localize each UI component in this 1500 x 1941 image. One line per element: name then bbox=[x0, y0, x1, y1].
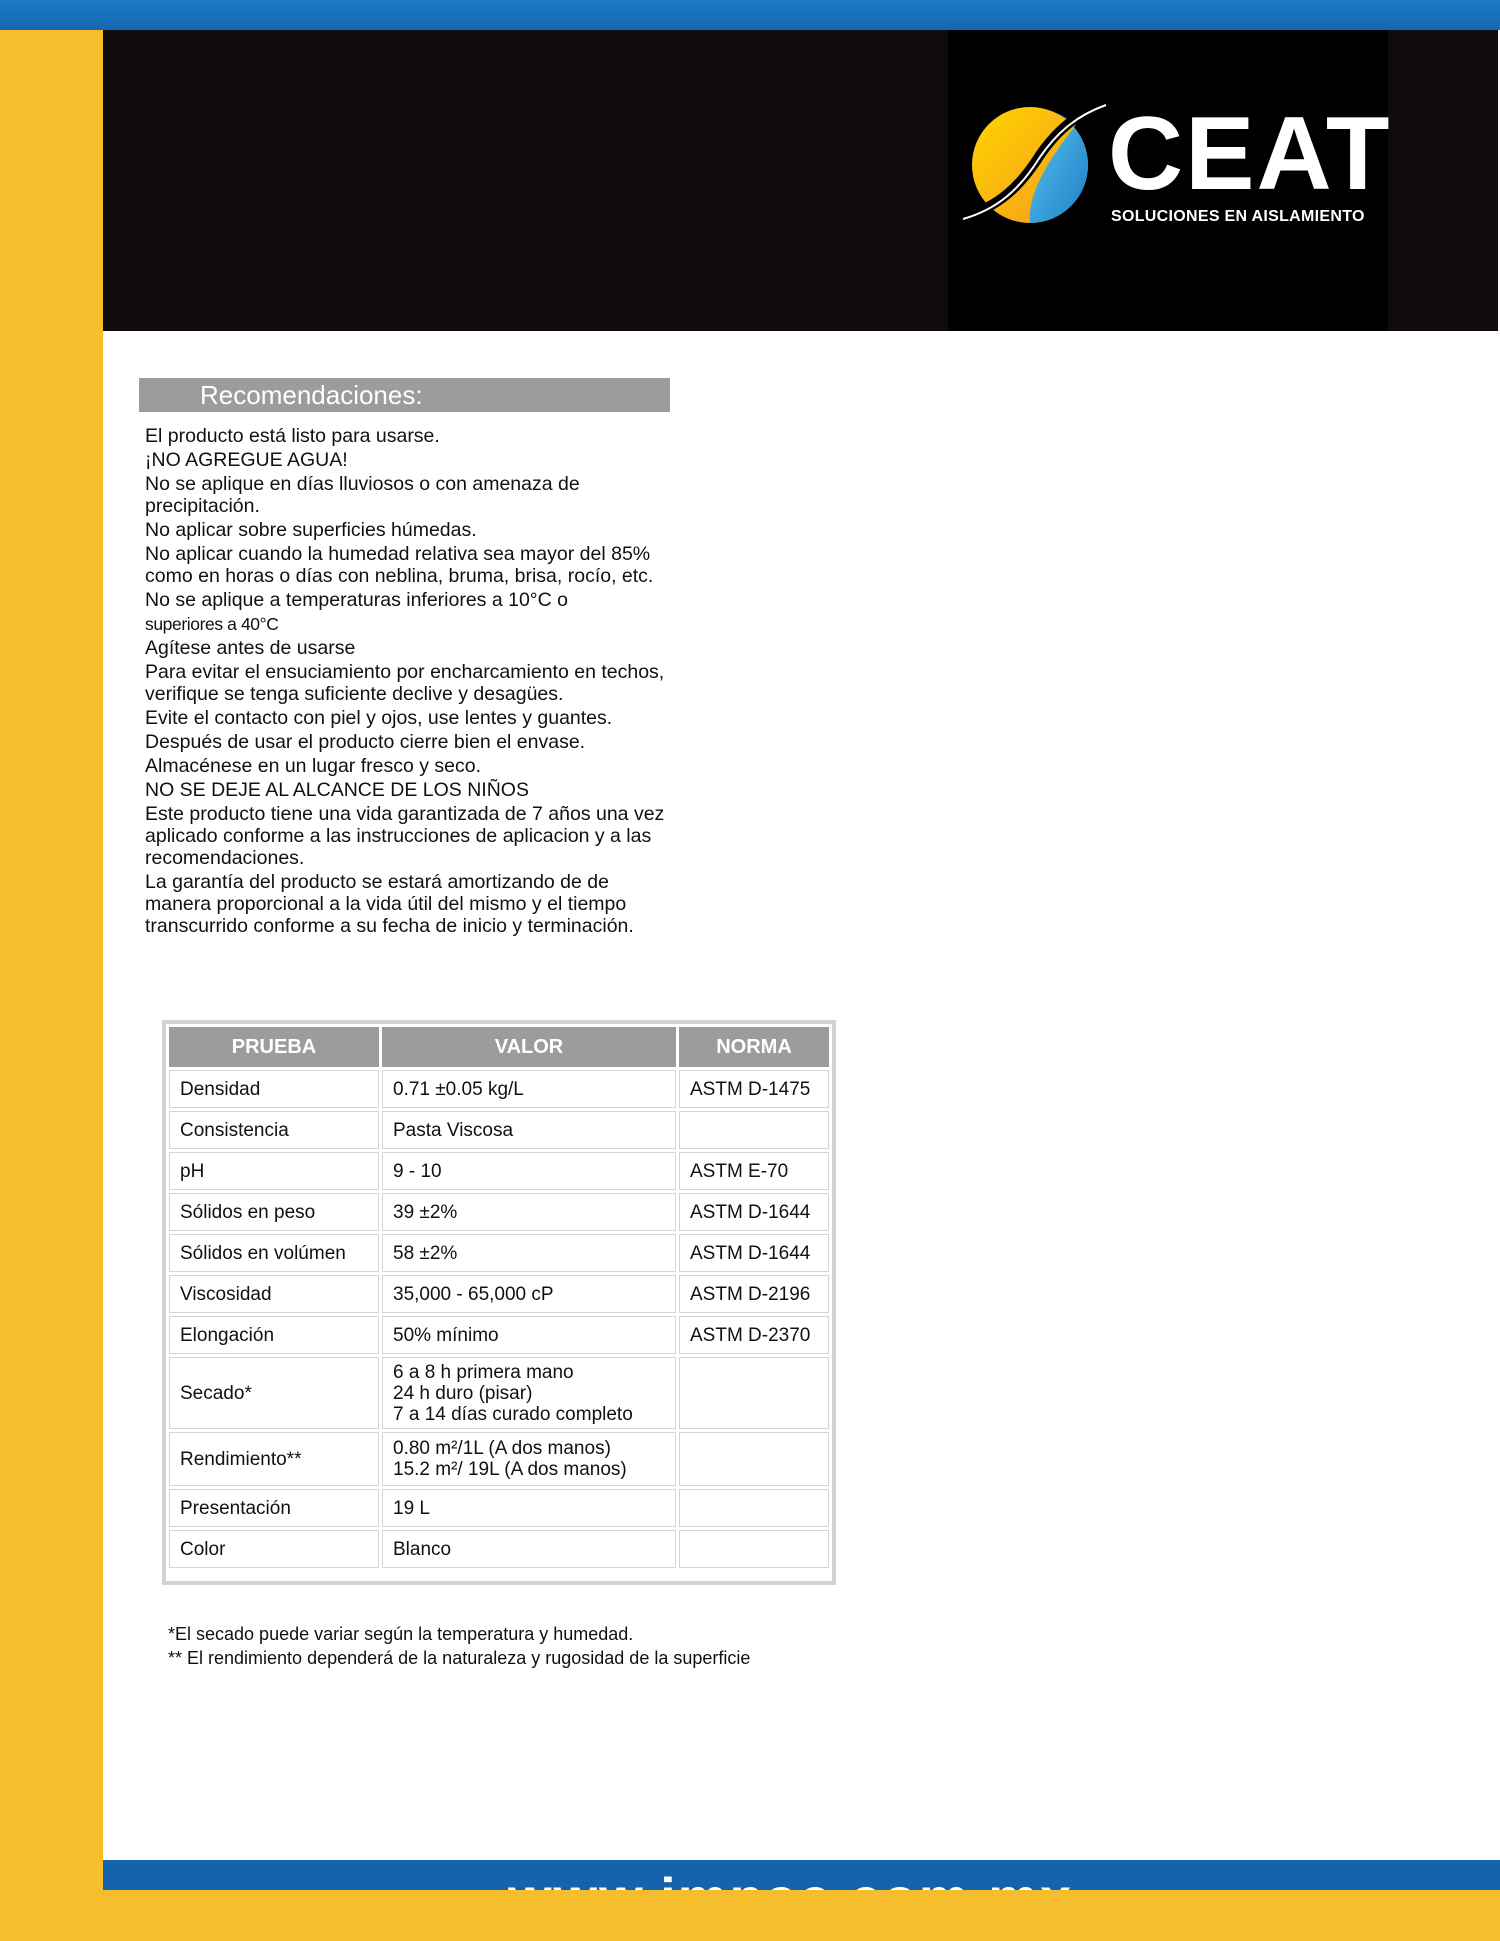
footer-blue-band bbox=[103, 1860, 1500, 1890]
table-row bbox=[169, 1530, 829, 1568]
cell-valor: 6 a 8 h primera mano 24 h duro (pisar) 7 a 14 días curado completo bbox=[382, 1357, 676, 1429]
recommendation-item: La garantía del producto se estará amortizando de de manera proporcional a la vida útil del mismo y el tiempo transcurrido conforme a su fecha de inicio y terminación. bbox=[145, 871, 634, 937]
table-row bbox=[169, 1111, 829, 1149]
cell-norma: ASTM D-1644 bbox=[679, 1193, 829, 1231]
cell-prueba: Elongación bbox=[169, 1316, 379, 1354]
brand-tagline: SOLUCIONES EN AISLAMIENTO bbox=[1111, 208, 1365, 225]
recommendation-item: Agítese antes de usarse bbox=[145, 637, 356, 659]
table-row bbox=[169, 1316, 829, 1354]
recommendation-item: El producto está listo para usarse. bbox=[145, 425, 440, 447]
cell-norma bbox=[679, 1530, 829, 1568]
footnotes bbox=[168, 1622, 750, 1670]
cell-valor: 0.80 m²/1L (A dos manos) 15.2 m²/ 19L (A dos manos) bbox=[382, 1432, 676, 1486]
header-norma: NORMA bbox=[679, 1027, 829, 1067]
header-prueba: PRUEBA bbox=[169, 1027, 379, 1067]
table-row bbox=[169, 1070, 829, 1108]
cell-prueba: Presentación bbox=[169, 1489, 379, 1527]
cell-valor: 35,000 - 65,000 cP bbox=[382, 1275, 676, 1313]
cell-norma: ASTM D-2370 bbox=[679, 1316, 829, 1354]
table-row bbox=[169, 1432, 829, 1486]
recommendation-item: ¡NO AGREGUE AGUA! bbox=[145, 449, 348, 471]
header-banner bbox=[103, 30, 1498, 331]
cell-prueba: Densidad bbox=[169, 1070, 379, 1108]
cell-norma bbox=[679, 1357, 829, 1429]
recommendations-heading: Recomendaciones: bbox=[139, 378, 670, 412]
cell-valor: 9 - 10 bbox=[382, 1152, 676, 1190]
table-row bbox=[169, 1234, 829, 1272]
recommendations-list bbox=[145, 425, 675, 939]
table-row bbox=[169, 1152, 829, 1190]
footnote-yield: ** El rendimiento dependerá de la naturaleza y rugosidad de la superficie bbox=[168, 1648, 751, 1668]
recommendation-item: Para evitar el ensuciamiento por encharcamiento en techos, verifique se tenga suficiente declive y desagües. bbox=[145, 661, 665, 705]
cell-valor: 0.71 ±0.05 kg/L bbox=[382, 1070, 676, 1108]
brand-name: CEAT bbox=[1108, 96, 1392, 212]
cell-prueba: Sólidos en volúmen bbox=[169, 1234, 379, 1272]
recommendation-item: Este producto tiene una vida garantizada de 7 años una vez aplicado conforme a las instrucciones de aplicacion y a las recomendaciones. bbox=[145, 803, 665, 869]
recommendation-item: superiores a 40°C bbox=[145, 614, 279, 634]
cell-prueba: pH bbox=[169, 1152, 379, 1190]
cell-valor: 50% mínimo bbox=[382, 1316, 676, 1354]
cell-norma: ASTM D-2196 bbox=[679, 1275, 829, 1313]
table-row bbox=[169, 1357, 829, 1429]
cell-norma: ASTM D-1644 bbox=[679, 1234, 829, 1272]
footer-yellow-band bbox=[0, 1890, 1500, 1941]
cell-valor: 19 L bbox=[382, 1489, 676, 1527]
cell-valor: 58 ±2% bbox=[382, 1234, 676, 1272]
recommendation-item: No aplicar sobre superficies húmedas. bbox=[145, 519, 477, 541]
table-row bbox=[169, 1489, 829, 1527]
cell-norma bbox=[679, 1111, 829, 1149]
left-accent-bar bbox=[0, 30, 103, 1941]
cell-valor: Blanco bbox=[382, 1530, 676, 1568]
brand-logo bbox=[948, 30, 1392, 331]
table-row bbox=[169, 1193, 829, 1231]
specifications-table bbox=[166, 1024, 832, 1571]
cell-prueba: Consistencia bbox=[169, 1111, 379, 1149]
table-row bbox=[169, 1275, 829, 1313]
cell-prueba: Viscosidad bbox=[169, 1275, 379, 1313]
top-stripe bbox=[0, 0, 1500, 30]
cell-prueba: Secado* bbox=[169, 1357, 379, 1429]
specifications-table-frame bbox=[162, 1020, 836, 1585]
cell-norma bbox=[679, 1489, 829, 1527]
footnote-drying: *El secado puede variar según la temperatura y humedad. bbox=[168, 1624, 634, 1644]
recommendation-item: No se aplique a temperaturas inferiores a 10°C o bbox=[145, 589, 568, 611]
cell-prueba: Sólidos en peso bbox=[169, 1193, 379, 1231]
recommendation-item: Evite el contacto con piel y ojos, use lentes y guantes. bbox=[145, 707, 613, 729]
table-header-row bbox=[169, 1027, 829, 1067]
cell-valor: 39 ±2% bbox=[382, 1193, 676, 1231]
recommendation-item: NO SE DEJE AL ALCANCE DE LOS NIÑOS bbox=[145, 779, 529, 801]
cell-norma: ASTM E-70 bbox=[679, 1152, 829, 1190]
ceat-logo-icon bbox=[958, 95, 1108, 235]
cell-norma bbox=[679, 1432, 829, 1486]
recommendation-item: No aplicar cuando la humedad relativa sea mayor del 85% como en horas o días con neblina, bruma, brisa, rocío, etc. bbox=[145, 543, 654, 587]
header-valor: VALOR bbox=[382, 1027, 676, 1067]
cell-norma: ASTM D-1475 bbox=[679, 1070, 829, 1108]
cell-prueba: Rendimiento** bbox=[169, 1432, 379, 1486]
recommendation-item: Después de usar el producto cierre bien el envase. bbox=[145, 731, 586, 753]
recommendation-item: No se aplique en días lluviosos o con amenaza de precipitación. bbox=[145, 473, 580, 517]
recommendation-item: Almacénese en un lugar fresco y seco. bbox=[145, 755, 482, 777]
cell-prueba: Color bbox=[169, 1530, 379, 1568]
cell-valor: Pasta Viscosa bbox=[382, 1111, 676, 1149]
